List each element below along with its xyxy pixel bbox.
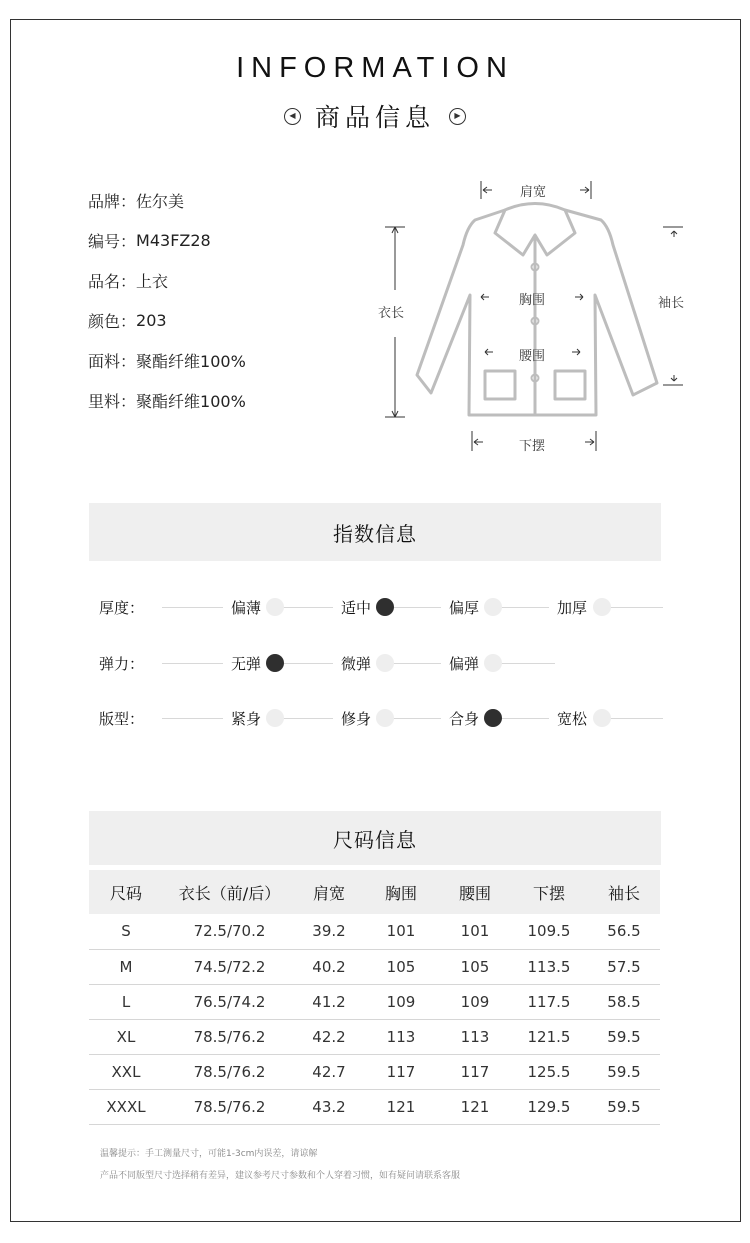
info-label: 品名 — [88, 271, 121, 291]
page-title-cn-row — [0, 98, 750, 134]
option-label: 加厚 — [549, 597, 609, 618]
table-cell: 101 — [362, 914, 440, 949]
table-cell: L — [89, 984, 163, 1019]
info-label: 颜色 — [88, 311, 121, 331]
table-row — [89, 914, 660, 949]
column-header: 下摆 — [510, 870, 588, 914]
column-header: 腰围 — [440, 870, 510, 914]
table-row — [89, 949, 660, 984]
table-cell: 121 — [440, 1089, 510, 1124]
table-cell: 121.5 — [510, 1019, 588, 1054]
diagram-label-hem: 下摆 — [519, 439, 546, 454]
page-title-cn: 商品信息 — [314, 103, 435, 132]
diagram-label-sleeve: 袖长 — [658, 296, 685, 311]
index-section-title: 指数信息 — [89, 503, 661, 561]
table-cell: 78.5/76.2 — [163, 1019, 296, 1054]
unselected-dot-indicator — [484, 598, 502, 616]
info-label: 面料 — [88, 351, 121, 371]
table-cell: 109.5 — [510, 914, 588, 949]
info-row-fabric: 面料 ： 聚酯纤维100% — [88, 340, 246, 380]
table-cell: 109 — [362, 984, 440, 1019]
column-header: 袖长 — [588, 870, 660, 914]
column-header: 胸围 — [362, 870, 440, 914]
diagram-label-length: 衣长 — [378, 306, 405, 321]
option-label: 无弹 — [223, 653, 283, 674]
size-table-body — [89, 914, 660, 1124]
table-cell: 121 — [362, 1089, 440, 1124]
table-cell: 113.5 — [510, 949, 588, 984]
table-cell: 109 — [440, 984, 510, 1019]
option-label: 紧身 — [223, 708, 283, 729]
attribute-label: 弹力： — [99, 655, 145, 673]
unselected-dot-indicator — [484, 654, 502, 672]
info-row-brand: 品牌 ： 佐尔美 — [88, 180, 246, 220]
table-cell: 129.5 — [510, 1089, 588, 1124]
info-label: 里料 — [88, 391, 121, 411]
table-cell: 59.5 — [588, 1019, 660, 1054]
table-cell: 76.5/74.2 — [163, 984, 296, 1019]
diagram-label-waist: 腰围 — [519, 349, 546, 364]
table-cell: 39.2 — [296, 914, 362, 949]
table-cell: 113 — [362, 1019, 440, 1054]
table-cell: 42.7 — [296, 1054, 362, 1089]
table-cell: XXL — [89, 1054, 163, 1089]
table-cell: 43.2 — [296, 1089, 362, 1124]
info-value: 佐尔美 — [136, 191, 185, 211]
option-label: 偏厚 — [441, 597, 501, 618]
garment-diagram — [375, 175, 715, 465]
unselected-dot-indicator — [593, 709, 611, 727]
table-cell: 117 — [362, 1054, 440, 1089]
info-value: 聚酯纤维100% — [136, 391, 246, 411]
option-label: 微弹 — [333, 653, 393, 674]
table-cell: 58.5 — [588, 984, 660, 1019]
table-cell: 72.5/70.2 — [163, 914, 296, 949]
column-header: 尺码 — [89, 870, 163, 914]
table-cell: XXXL — [89, 1089, 163, 1124]
size-table — [89, 870, 660, 1125]
column-header: 肩宽 — [296, 870, 362, 914]
table-cell: 117 — [440, 1054, 510, 1089]
table-cell: 78.5/76.2 — [163, 1089, 296, 1124]
selected-dot-indicator — [376, 598, 394, 616]
unselected-dot-indicator — [376, 654, 394, 672]
unselected-dot-indicator — [266, 598, 284, 616]
option-label: 合身 — [441, 708, 501, 729]
diagram-label-shoulder: 肩宽 — [520, 185, 547, 200]
option-label: 偏弹 — [441, 653, 501, 674]
table-cell: 59.5 — [588, 1054, 660, 1089]
info-value: M43FZ28 — [136, 230, 211, 250]
table-cell: 42.2 — [296, 1019, 362, 1054]
info-row-name: 品名 ： 上衣 — [88, 260, 246, 300]
size-section-title: 尺码信息 — [89, 811, 661, 865]
table-cell: XL — [89, 1019, 163, 1054]
note-tip: 温馨提示：手工测量尺寸，可能1-3cm内误差，请谅解 — [100, 1149, 318, 1159]
info-row-lining: 里料 ： 聚酯纤维100% — [88, 380, 246, 420]
size-table-header — [89, 870, 660, 914]
attribute-label: 厚度： — [99, 599, 145, 617]
left-arrow-circle-icon: ◀ — [284, 108, 301, 125]
option-label: 宽松 — [549, 708, 609, 729]
product-info-list — [88, 180, 246, 420]
option-label: 偏薄 — [223, 597, 283, 618]
column-header: 衣长（前/后） — [163, 870, 296, 914]
info-label: 编号 — [88, 231, 121, 251]
table-cell: 41.2 — [296, 984, 362, 1019]
table-cell: 59.5 — [588, 1089, 660, 1124]
option-label: 修身 — [333, 708, 393, 729]
info-row-color: 颜色 ： 203 — [88, 310, 167, 331]
table-row — [89, 1019, 660, 1054]
table-cell: 78.5/76.2 — [163, 1054, 296, 1089]
table-cell: S — [89, 914, 163, 949]
unselected-dot-indicator — [266, 709, 284, 727]
table-cell: 105 — [440, 949, 510, 984]
info-label: 品牌 — [88, 191, 121, 211]
table-cell: 105 — [362, 949, 440, 984]
right-arrow-circle-icon: ▶ — [449, 108, 466, 125]
page-title-en: INFORMATION — [236, 52, 514, 84]
table-row — [89, 1054, 660, 1089]
table-row — [89, 1089, 660, 1124]
table-cell: M — [89, 949, 163, 984]
unselected-dot-indicator — [593, 598, 611, 616]
table-cell: 101 — [440, 914, 510, 949]
table-cell: 74.5/72.2 — [163, 949, 296, 984]
note-advice: 产品不同版型尺寸选择稍有差异，建议参考尺寸参数和个人穿着习惯，如有疑问请联系客服 — [100, 1171, 461, 1181]
unselected-dot-indicator — [376, 709, 394, 727]
table-cell: 117.5 — [510, 984, 588, 1019]
diagram-label-chest: 胸围 — [519, 293, 546, 308]
table-cell: 56.5 — [588, 914, 660, 949]
info-row-code: 编号 ： M43FZ28 — [88, 230, 211, 251]
table-row — [89, 984, 660, 1019]
info-value: 聚酯纤维100% — [136, 351, 246, 371]
attribute-label: 版型： — [99, 710, 145, 728]
option-label: 适中 — [333, 597, 393, 618]
jacket-outline-icon — [375, 175, 715, 465]
selected-dot-indicator — [484, 709, 502, 727]
table-cell: 113 — [440, 1019, 510, 1054]
table-cell: 40.2 — [296, 949, 362, 984]
selected-dot-indicator — [266, 654, 284, 672]
table-cell: 125.5 — [510, 1054, 588, 1089]
info-value: 上衣 — [136, 271, 169, 291]
info-value: 203 — [136, 310, 167, 330]
table-cell: 57.5 — [588, 949, 660, 984]
